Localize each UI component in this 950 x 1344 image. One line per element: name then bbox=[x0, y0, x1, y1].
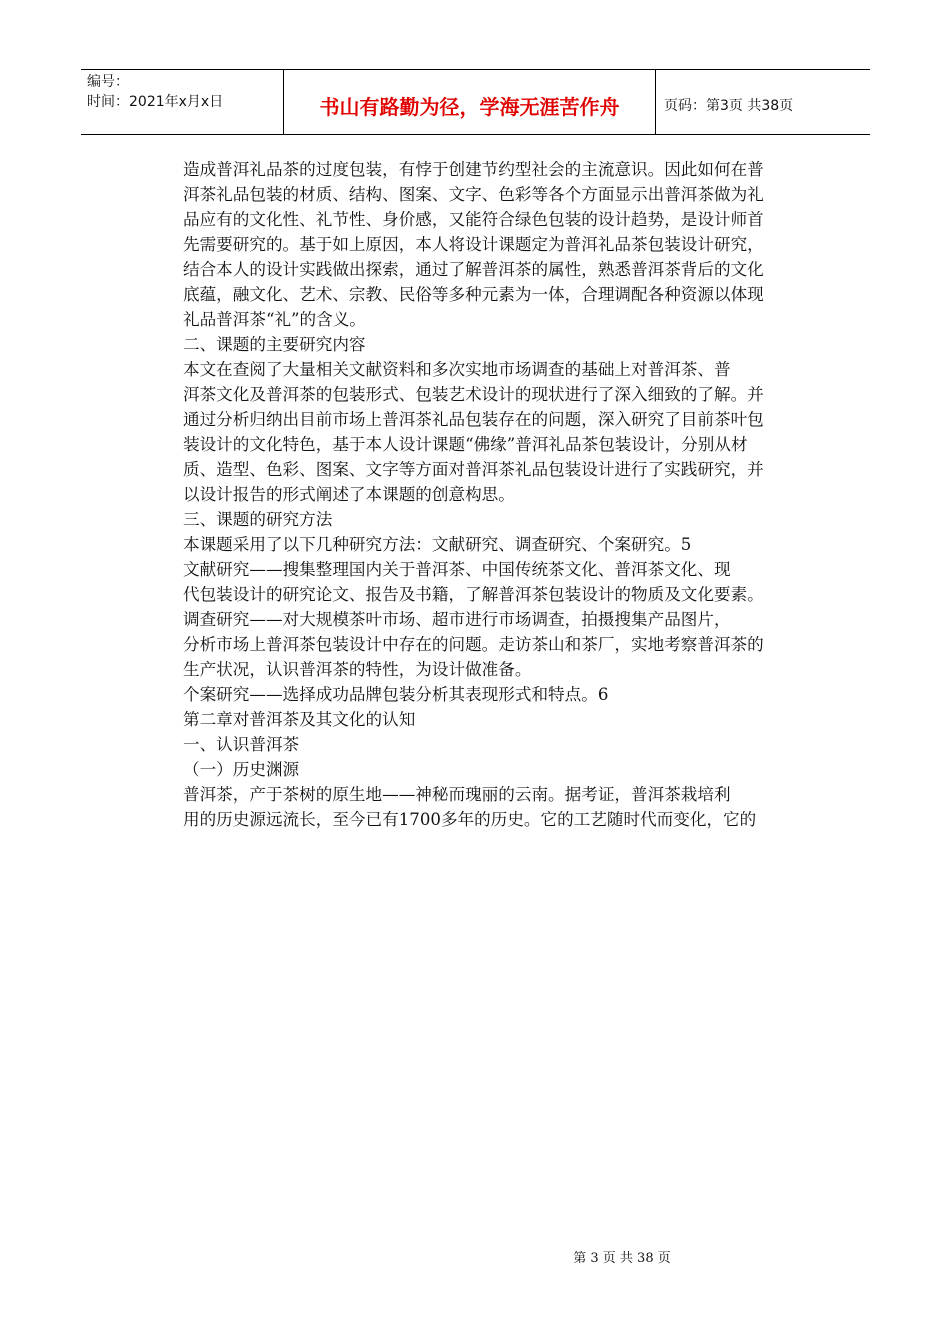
paragraph: 用的历史源远流长，至今已有1700多年的历史。它的工艺随时代而变化，它的 bbox=[183, 810, 757, 829]
paragraph: 先需要研究的。基于如上原因，本人将设计课题定为普洱礼品茶包装设计研究， bbox=[183, 235, 764, 254]
paragraph: 分析市场上普洱茶包装设计中存在的问题。走访茶山和茶厂，实地考察普洱茶的 bbox=[183, 635, 764, 654]
page-header bbox=[81, 69, 870, 135]
document-date: 时间：2021年x月x日 bbox=[87, 94, 224, 110]
footer-page-number: 第 3 页 共 38 页 bbox=[573, 1251, 671, 1266]
paragraph: 代包装设计的研究论文、报告及书籍，了解普洱茶包装设计的物质及文化要素。 bbox=[183, 585, 764, 604]
paragraph: 普洱茶，产于茶树的原生地——神秘而瑰丽的云南。据考证，普洱茶栽培利 bbox=[183, 785, 731, 804]
section-heading: 一、认识普洱茶 bbox=[183, 735, 300, 754]
paragraph: 洱茶礼品包装的材质、结构、图案、文字、色彩等各个方面显示出普洱茶做为礼 bbox=[183, 185, 764, 204]
chapter-heading: 第二章对普洱茶及其文化的认知 bbox=[183, 710, 416, 729]
paragraph: 以设计报告的形式阐述了本课题的创意构思。 bbox=[183, 485, 515, 504]
paragraph: 调查研究——对大规模茶叶市场、超市进行市场调查，拍摄搜集产品图片， bbox=[183, 610, 731, 629]
paragraph: 质、造型、色彩、图案、文字等方面对普洱茶礼品包装设计进行了实践研究，并 bbox=[183, 460, 764, 479]
section-heading: 三、课题的研究方法 bbox=[183, 510, 333, 529]
paragraph: 个案研究——选择成功品牌包装分析其表现形式和特点。6 bbox=[183, 685, 609, 704]
paragraph: 通过分析归纳出目前市场上普洱茶礼品包装存在的问题，深入研究了目前茶叶包 bbox=[183, 410, 764, 429]
paragraph: 洱茶文化及普洱茶的包装形式、包装艺术设计的现状进行了深入细致的了解。并 bbox=[183, 385, 764, 404]
section-heading: 二、课题的主要研究内容 bbox=[183, 335, 366, 354]
paragraph: 结合本人的设计实践做出探索，通过了解普洱茶的属性，熟悉普洱茶背后的文化 bbox=[183, 260, 764, 279]
paragraph: 品应有的文化性、礼节性、身价感，又能符合绿色包装的设计趋势，是设计师首 bbox=[183, 210, 764, 229]
header-page-info: 页码：第3页 共38页 bbox=[664, 98, 794, 114]
page-footer bbox=[0, 1247, 950, 1266]
paragraph: 礼品普洱茶“礼”的含义。 bbox=[183, 310, 366, 329]
header-motto: 书山有路勤为径，学海无涯苦作舟 bbox=[284, 70, 656, 134]
header-meta bbox=[81, 70, 284, 134]
subsection-heading: （一）历史渊源 bbox=[183, 760, 300, 779]
paragraph: 生产状况，认识普洱茶的特性，为设计做准备。 bbox=[183, 660, 532, 679]
document-body bbox=[145, 157, 810, 832]
paragraph: 本文在查阅了大量相关文献资料和多次实地市场调查的基础上对普洱茶、普 bbox=[183, 360, 731, 379]
document-number: 编号： bbox=[87, 74, 129, 90]
paragraph: 本课题采用了以下几种研究方法：文献研究、调查研究、个案研究。5 bbox=[183, 535, 692, 554]
paragraph: 装设计的文化特色，基于本人设计课题“佛缘”普洱礼品茶包装设计，分别从材 bbox=[183, 435, 748, 454]
paragraph: 造成普洱礼品茶的过度包装，有悖于创建节约型社会的主流意识。因此如何在普 bbox=[183, 160, 764, 179]
paragraph: 底蕴，融文化、艺术、宗教、民俗等多种元素为一体，合理调配各种资源以体现 bbox=[183, 285, 764, 304]
paragraph: 文献研究——搜集整理国内关于普洱茶、中国传统茶文化、普洱茶文化、现 bbox=[183, 560, 731, 579]
